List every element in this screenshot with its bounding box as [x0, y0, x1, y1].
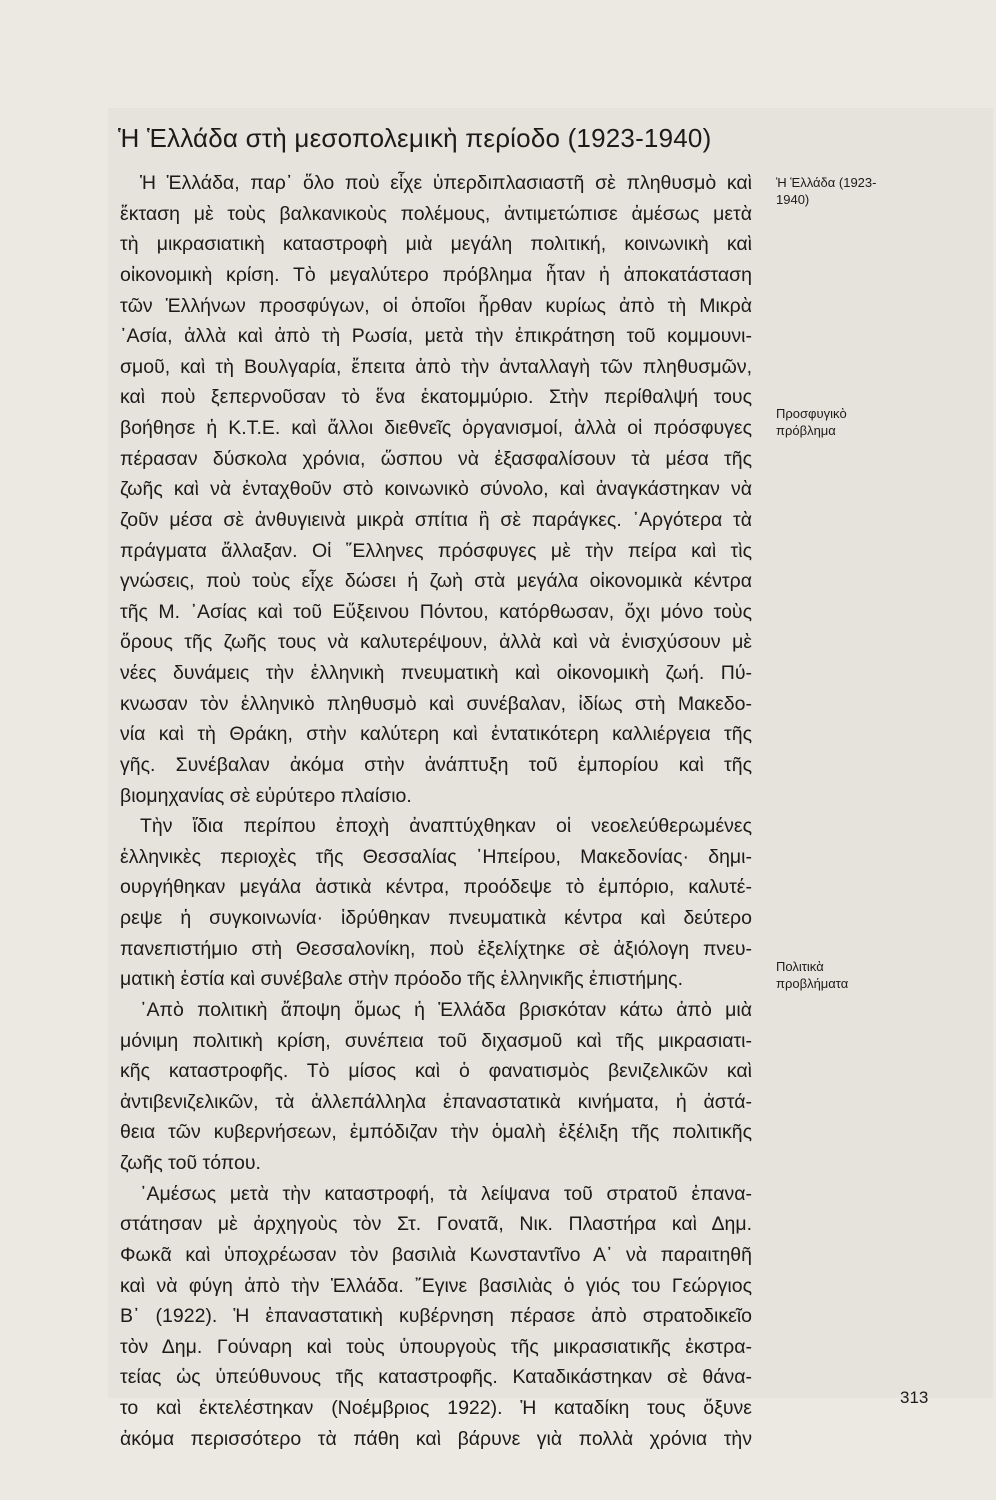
text-line: ζοῦν μέσα σὲ ἀνθυγιεινὰ μικρὰ σπίτια ἢ σὲ παράγκες. ᾽Αργότερα τὰ	[120, 508, 752, 531]
text-line: θεια τῶν κυβερνήσεων, ἐμπόδιζαν τὴν ὁμαλὴ ἐξέλιξη τῆς πολιτικῆς	[120, 1121, 752, 1144]
text-line: νέες δυνάμεις τὴν ἑλληνικὴ πνευματικὴ καὶ οἰκονομικὴ ζωή. Πύ-	[120, 662, 752, 684]
text-line: ᾽Απὸ πολιτικὴ ἄποψη ὅμως ἡ Ἑλλάδα βρισκόταν κάτω ἀπὸ μιὰ	[140, 998, 752, 1021]
text-line: ἑλληνικὲς περιοχὲς τῆς Θεσσαλίας ᾽Ηπείρου, Μακεδονίας· δημι-	[120, 845, 752, 868]
text-line: ματικὴ ἑστία καὶ συνέβαλε στὴν πρόοδο τῆς ἑλληνικῆς ἐπιστήμης.	[120, 968, 683, 991]
margin-note-political-problems: Πολιτικὰ προβλήματα	[776, 959, 849, 991]
text-line: Τὴν ἴδια περίπου ἐποχὴ ἀναπτύχθηκαν οἱ νεοελεύθερωμένες	[140, 815, 752, 838]
text-line: μόνιμη πολιτικὴ κρίση, συνέπεια τοῦ διχασμοῦ καὶ τῆς μικρασιατι-	[120, 1029, 752, 1052]
text-line: Φωκᾶ καὶ ὑποχρέωσαν τὸν βασιλιὰ Κωνσταντῖνο Α᾽ νὰ παραιτηθῆ	[120, 1243, 752, 1266]
text-line: το καὶ ἐκτελέστηκαν (Νοέμβριος 1922). Ἡ καταδίκη τους ὄξυνε	[120, 1397, 752, 1419]
text-line: γῆς. Συνέβαλαν ἀκόμα στὴν ἀνάπτυξη τοῦ ἐμπορίου καὶ τῆς	[120, 753, 752, 776]
text-line: ᾽Ασία, ἀλλὰ καὶ ἀπὸ τὴ Ρωσία, μετὰ τὴν ἐπικράτηση τοῦ κομμουνι-	[120, 325, 752, 348]
text-line: κνωσαν τὸν ἑλληνικὸ πληθυσμὸ καὶ συνέβαλαν, ἰδίως στὴ Μακεδο-	[120, 692, 752, 715]
margin-note-greece-1923-1940: Ἡ Ἑλλάδα (1923-1940)	[776, 175, 877, 207]
page-title: Ἡ Ἑλλάδα στὴ μεσοπολεμικὴ περίοδο (1923-1940)	[118, 123, 712, 153]
text-line: ἀκόμα περισσότερο τὰ πάθη καὶ βάρυνε γιὰ πολλὰ χρόνια τὴν	[120, 1427, 752, 1450]
margin-note-refugee-problem: Προσφυγικὸ πρόβλημα	[776, 406, 847, 438]
text-line: Ἡ Ἑλλάδα, παρ᾽ ὅλο ποὺ εἶχε ὑπερδιπλασιαστῆ σὲ πληθυσμὸ καὶ	[140, 172, 752, 194]
text-line: τῶν Ἑλλήνων προσφύγων, οἱ ὁποῖοι ἦρθαν κυρίως ἀπὸ τὴ Μικρὰ	[120, 294, 752, 317]
text-line: καὶ νὰ φύγη ἀπὸ τὴν Ἑλλάδα. ῎Εγινε βασιλιὰς ὁ γιός του Γεώργιος	[120, 1274, 752, 1297]
text-line: βιομηχανίας σὲ εὐρύτερο πλαίσιο.	[120, 784, 412, 807]
text-line: ὅρους τῆς ζωῆς τους νὰ καλυτερέψουν, ἀλλὰ καὶ νὰ ἐνισχύσουν μὲ	[120, 631, 752, 654]
text-line: καὶ ποὺ ξεπερνοῦσαν τὸ ἕνα ἑκατομμύριο. Στὴν περίθαλψή τους	[120, 386, 752, 409]
page-number: 313	[900, 1388, 929, 1407]
text-line: βοήθησε ἡ Κ.Τ.Ε. καὶ ἄλλοι διεθνεῖς ὀργανισμοί, ἀλλὰ οἱ πρόσφυγες	[120, 417, 752, 439]
text-line: γνώσεις, ποὺ τοὺς εἶχε δώσει ἡ ζωὴ στὰ μεγάλα οἰκονομικὰ κέντρα	[120, 570, 752, 593]
text-line: ᾽Αμέσως μετὰ τὴν καταστροφή, τὰ λείψανα τοῦ στρατοῦ ἐπανα-	[140, 1182, 752, 1205]
text-line: τείας ὡς ὑπεύθυνους τῆς καταστροφῆς. Καταδικάστηκαν σὲ θάνα-	[120, 1366, 752, 1389]
text-line: ουργήθηκαν μεγάλα ἀστικὰ κέντρα, προόδεψε τὸ ἐμπόριο, καλυτέ-	[120, 876, 752, 899]
text-line: οἰκονομικὴ κρίση. Τὸ μεγαλύτερο πρόβλημα ἦταν ἡ ἀποκατάσταση	[120, 263, 752, 286]
text-line: τὸν Δημ. Γούναρη καὶ τοὺς ὑπουργοὺς τῆς μικρασιατικῆς ἐκστρα-	[120, 1335, 752, 1358]
text-line: πράγματα ἄλλαξαν. Οἱ ῞Ελληνες πρόσφυγες μὲ τὴν πείρα καὶ τὶς	[120, 539, 752, 562]
text-line: ζωῆς τοῦ τόπου.	[120, 1152, 261, 1174]
body-text	[120, 168, 752, 1454]
text-line: στάτησαν μὲ ἀρχηγοὺς τὸν Στ. Γονατᾶ, Νικ. Πλαστήρα καὶ Δημ.	[120, 1213, 752, 1236]
text-line: ζωῆς καὶ νὰ ἐνταχθοῦν στὸ κοινωνικὸ σύνολο, καὶ ἀναγκάστηκαν νὰ	[120, 478, 752, 501]
text-line: πανεπιστήμιο στὴ Θεσσαλονίκη, ποὺ ἐξελίχτηκε σὲ ἀξιόλογη πνευ-	[120, 937, 752, 960]
text-line: ἔκταση μὲ τοὺς βαλκανικοὺς πολέμους, ἀντιμετώπισε ἀμέσως μετὰ	[120, 202, 752, 225]
text-line: ρεψε ἡ συγκοινωνία· ἱδρύθηκαν πνευματικὰ κέντρα καὶ δεύτερο	[120, 907, 752, 929]
text-line: κῆς καταστροφῆς. Τὸ μίσος καὶ ὁ φανατισμὸς βενιζελικῶν καὶ	[120, 1060, 752, 1083]
text-line: νία καὶ τὴ Θράκη, στὴν καλύτερη καὶ ἐντατικότερη καλλιέργεια τῆς	[120, 723, 752, 746]
text-line: τῆς Μ. ᾽Ασίας καὶ τοῦ Εὔξεινου Πόντου, κατόρθωσαν, ὄχι μόνο τοὺς	[120, 600, 752, 623]
text-line: πέρασαν δύσκολα χρόνια, ὥσπου νὰ ἐξασφαλίσουν τὰ μέσα τῆς	[120, 447, 752, 470]
text-line: ἀντιβενιζελικῶν, τὰ ἀλλεπάλληλα ἐπαναστατικὰ κινήματα, ἡ ἀστά-	[120, 1090, 752, 1113]
text-line: τὴ μικρασιατικὴ καταστροφὴ μιὰ μεγάλη πολιτική, κοινωνικὴ καὶ	[120, 233, 752, 256]
text-line: Β᾽ (1922). Ἡ ἐπαναστατικὴ κυβέρνηση πέρασε ἀπὸ στρατοδικεῖο	[120, 1305, 752, 1328]
text-line: σμοῦ, καὶ τὴ Βουλγαρία, ἔπειτα ἀπὸ τὴν ἀνταλλαγὴ τῶν πληθυσμῶν,	[120, 355, 752, 378]
